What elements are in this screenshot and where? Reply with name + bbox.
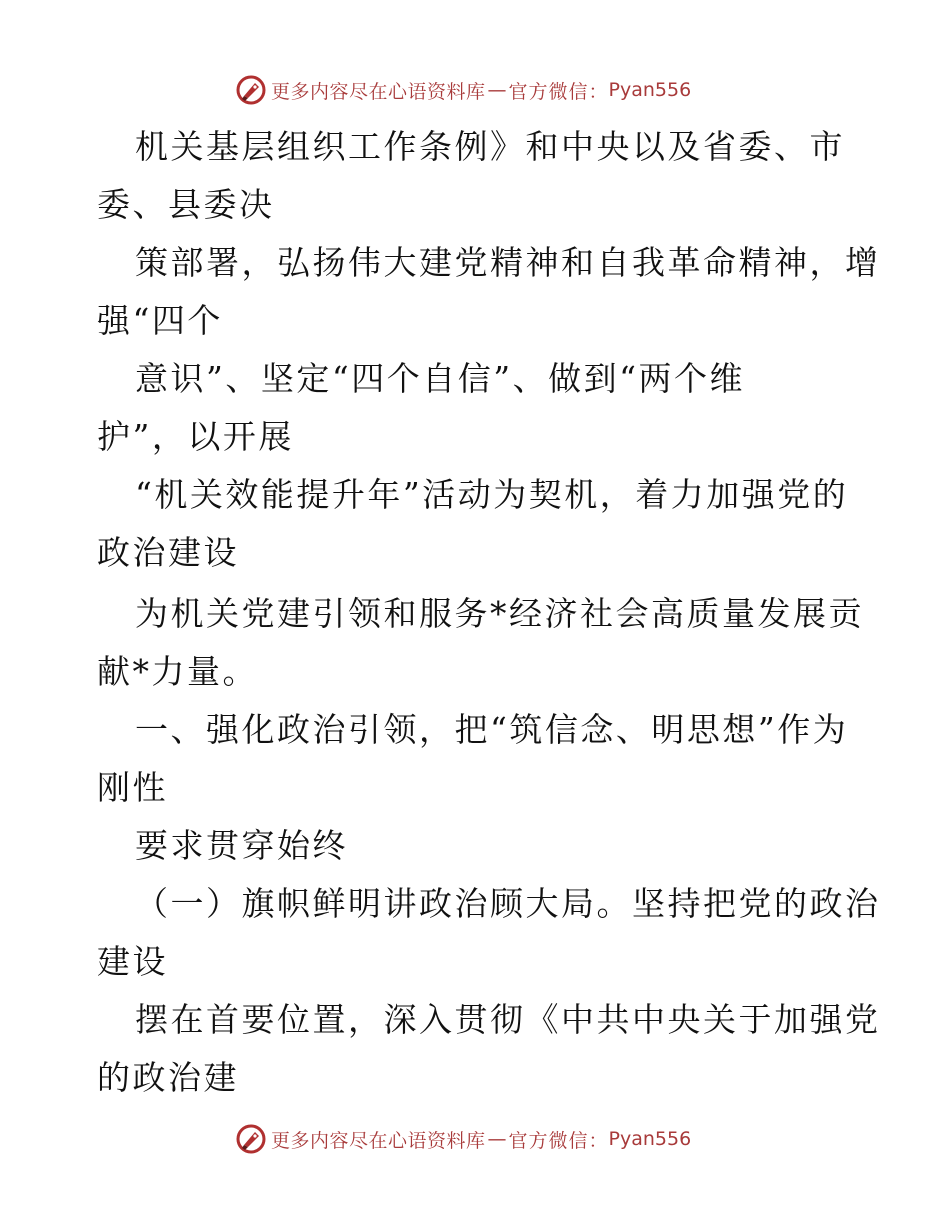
watermark-separator: — [487, 1128, 507, 1150]
text-line: 摆在首要位置，深入贯彻《中共中央关于加强党 [135, 1000, 881, 1039]
text-line: 策部署，弘扬伟大建党精神和自我革命精神，增 [135, 243, 881, 282]
watermark-text: 更多内容尽在心语资料库 [271, 80, 486, 103]
text-line: 为机关党建引领和服务*经济社会高质量发展贡 [135, 594, 864, 633]
text-line: 委、县委决 [97, 185, 275, 224]
text-line: 护”，以开展 [97, 417, 294, 456]
footer-watermark [235, 1122, 691, 1156]
watermark-label: 官方微信： [508, 80, 609, 103]
text-line: 一、强化政治引领，把“筑信念、明思想”作为 [135, 710, 849, 749]
text-line: “机关效能提升年”活动为契机，着力加强党的 [135, 475, 849, 514]
text-line: （一）旗帜鲜明讲政治顾大局。坚持把党的政治 [135, 884, 881, 923]
text-line: 政治建设 [97, 533, 239, 572]
text-line: 机关基层组织工作条例》和中央以及省委、市 [135, 127, 845, 166]
text-line: 的政治建 [97, 1058, 239, 1097]
text-line: 要求贯穿始终 [135, 826, 348, 865]
text-line: 强“四个 [97, 301, 223, 340]
text-line: 献*力量。 [97, 652, 258, 691]
watermark-id: Pyan556 [608, 1128, 692, 1150]
text-line: 意识”、坚定“四个自信”、做到“两个维 [135, 359, 745, 398]
watermark-separator: — [487, 79, 507, 101]
pen-nib-logo-icon [235, 74, 267, 106]
watermark-id: Pyan556 [608, 79, 692, 101]
watermark-label: 官方微信： [508, 1129, 609, 1152]
text-line: 建设 [97, 942, 168, 981]
text-line: 刚性 [97, 768, 168, 807]
header-watermark [235, 73, 691, 107]
watermark-text: 更多内容尽在心语资料库 [271, 1129, 486, 1152]
pen-nib-logo-icon [235, 1123, 267, 1155]
